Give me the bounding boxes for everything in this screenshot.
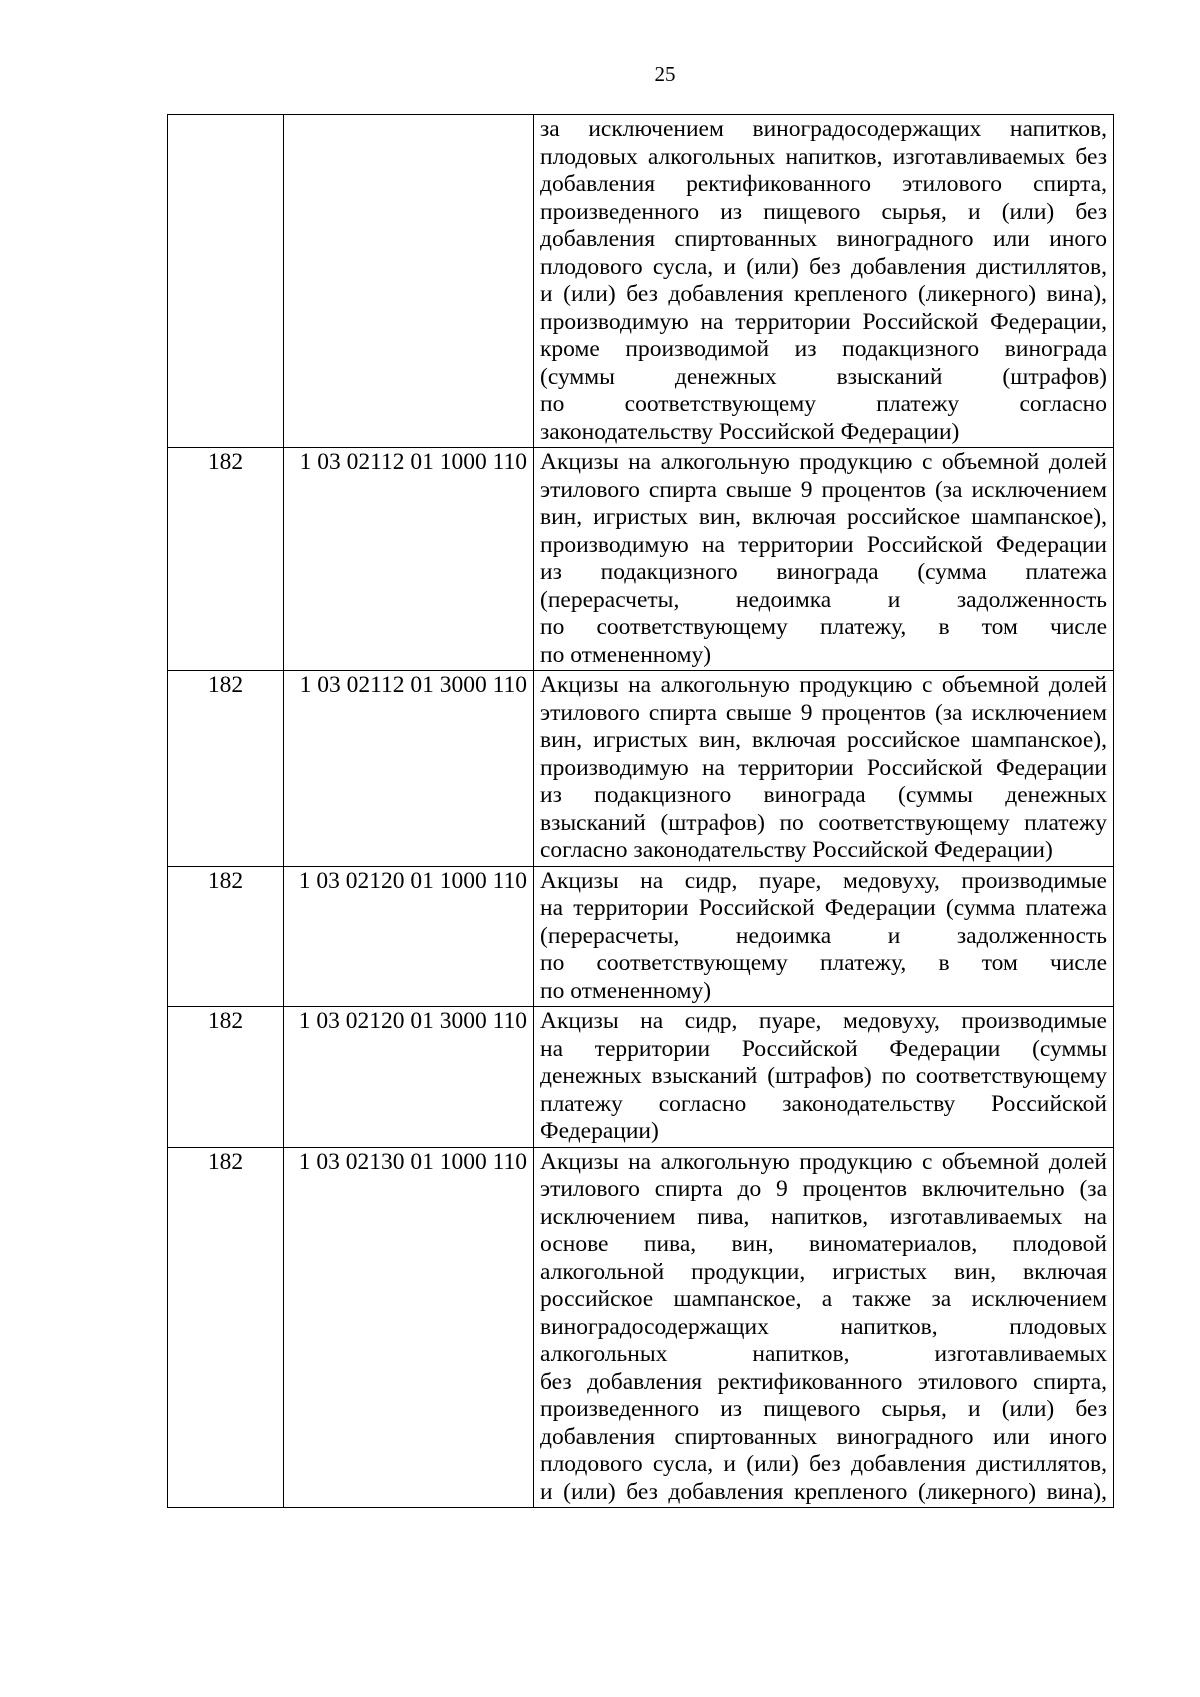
description-line: вин, игристых вин, включая российское шампанское),	[540, 727, 1107, 753]
description-line: плодового сусла, и (или) без добавления дистиллятов,	[540, 1451, 1107, 1477]
description-line: производимую на территории Российской Федерации	[540, 754, 1107, 781]
table-body	[168, 115, 1114, 1508]
description-line: по отмененному)	[540, 977, 712, 1004]
description-line: платежу согласно законодательству Российской	[540, 1090, 1107, 1117]
description-line: по отмененному)	[540, 641, 712, 668]
description-line: исключением пива, напитков, изготавливаемых на	[540, 1203, 1107, 1230]
description-line: алкогольной продукции, игристых вин, включая	[540, 1258, 1107, 1285]
revenue-description-cell	[534, 448, 1114, 671]
description-line: Акцизы на алкогольную продукцию с объемной долей	[540, 1148, 1107, 1175]
table-row	[168, 866, 1114, 1007]
description-line: взысканий (штрафов) по соответствующему платежу	[540, 809, 1107, 836]
admin-code-cell: 182	[168, 1007, 284, 1148]
description-line: из подакцизного винограда (сумма платежа	[540, 559, 1107, 585]
table-row	[168, 448, 1114, 671]
description-line: Акцизы на сидр, пуаре, медовуху, производимые	[540, 867, 1107, 894]
budget-classification-code-cell: 1 03 02120 01 1000 110	[284, 866, 534, 1007]
description-line: (перерасчеты, недоимка и задолженность	[540, 922, 1107, 949]
description-line: вин, игристых вин, включая российское шампанское),	[540, 504, 1107, 530]
description-line: и (или) без добавления крепленого (ликерного) вина),	[540, 281, 1107, 307]
description-line: плодовых алкогольных напитков, изготавливаемых без	[540, 143, 1107, 170]
revenue-description-cell	[534, 671, 1114, 867]
description-line: произведенного из пищевого сырья, и (или) без	[540, 198, 1107, 225]
description-line: основе пива, вин, виноматериалов, плодовой	[540, 1231, 1107, 1257]
description-line: Акцизы на сидр, пуаре, медовуху, производимые	[540, 1008, 1107, 1034]
budget-classification-code-cell: 1 03 02112 01 1000 110	[284, 448, 534, 671]
description-line: (перерасчеты, недоимка и задолженность	[540, 586, 1107, 613]
revenue-description-cell	[534, 1007, 1114, 1148]
admin-code-cell	[168, 115, 284, 448]
description-line: по соответствующему платежу, в том числе	[540, 614, 1107, 640]
admin-code-cell: 182	[168, 448, 284, 671]
revenue-description-cell	[534, 115, 1114, 448]
table-row	[168, 671, 1114, 867]
description-line: на территории Российской Федерации (сумма платежа	[540, 895, 1107, 921]
description-line: согласно законодательству Российской Федерации)	[540, 837, 1053, 863]
description-line: добавления ректификованного этилового спирта,	[540, 171, 1107, 197]
description-line: без добавления ректификованного этилового спирта,	[540, 1368, 1107, 1395]
description-line: (суммы денежных взысканий (штрафов)	[540, 363, 1107, 390]
table-row	[168, 115, 1114, 448]
description-line: Федерации)	[540, 1118, 659, 1144]
budget-classification-code-cell: 1 03 02112 01 3000 110	[284, 671, 534, 867]
description-line: российское шампанское, а также за исключением	[540, 1286, 1107, 1312]
table-row	[168, 1007, 1114, 1148]
description-line: плодового сусла, и (или) без добавления дистиллятов,	[540, 253, 1107, 280]
description-line: и (или) без добавления крепленого (ликерного) вина),	[540, 1478, 1107, 1505]
description-line: из подакцизного винограда (суммы денежных	[540, 782, 1107, 808]
admin-code-cell: 182	[168, 1147, 284, 1508]
description-line: денежных взысканий (штрафов) по соответствующему	[540, 1063, 1107, 1089]
description-line: на территории Российской Федерации (суммы	[540, 1035, 1107, 1062]
description-line: производимую на территории Российской Федерации,	[540, 308, 1107, 335]
description-line: законодательству Российской Федерации)	[540, 418, 960, 445]
description-line: этилового спирта свыше 9 процентов (за исключением	[540, 699, 1107, 726]
description-line: этилового спирта свыше 9 процентов (за исключением	[540, 476, 1107, 503]
description-line: добавления спиртованных виноградного или иного	[540, 1423, 1107, 1450]
page-number: 25	[654, 62, 676, 86]
budget-codes-table	[167, 114, 1114, 1508]
description-line: этилового спирта до 9 процентов включительно (за	[540, 1176, 1107, 1202]
budget-classification-code-cell: 1 03 02130 01 1000 110	[284, 1147, 534, 1508]
description-line: Акцизы на алкогольную продукцию с объемной долей	[540, 672, 1107, 698]
budget-classification-code-cell	[284, 115, 534, 448]
description-line: кроме производимой из подакцизного винограда	[540, 336, 1107, 362]
admin-code-cell: 182	[168, 866, 284, 1007]
description-line: за исключением виноградосодержащих напитков,	[540, 116, 1107, 142]
description-line: по соответствующему платежу согласно	[540, 391, 1107, 417]
description-line: произведенного из пищевого сырья, и (или) без	[540, 1396, 1107, 1422]
description-line: по соответствующему платежу, в том числе	[540, 950, 1107, 976]
revenue-description-cell	[534, 866, 1114, 1007]
budget-classification-code-cell: 1 03 02120 01 3000 110	[284, 1007, 534, 1148]
admin-code-cell: 182	[168, 671, 284, 867]
revenue-description-cell	[534, 1147, 1114, 1508]
description-line: добавления спиртованных виноградного или иного	[540, 226, 1107, 252]
table-row	[168, 1147, 1114, 1508]
description-line: Акцизы на алкогольную продукцию с объемной долей	[540, 449, 1107, 475]
description-line: алкогольных напитков, изготавливаемых	[540, 1341, 1107, 1367]
description-line: производимую на территории Российской Федерации	[540, 531, 1107, 558]
description-line: виноградосодержащих напитков, плодовых	[540, 1313, 1107, 1340]
